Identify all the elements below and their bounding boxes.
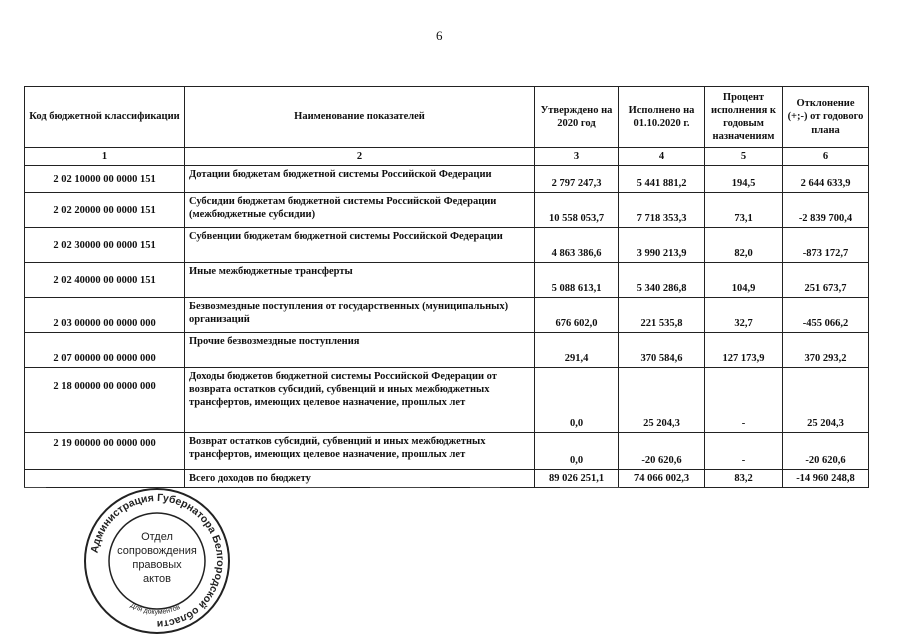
- table-row: [25, 333, 869, 368]
- row-percent: -: [705, 433, 783, 470]
- row-code: 2 03 00000 00 0000 000: [25, 298, 185, 333]
- row-deviation: 251 673,7: [783, 263, 869, 298]
- row-approved: 291,4: [535, 333, 619, 368]
- table-row: [25, 166, 869, 193]
- table-row: [25, 433, 869, 470]
- row-deviation: -20 620,6: [783, 433, 869, 470]
- row-name: Субвенции бюджетам бюджетной системы Российской Федерации: [185, 228, 535, 263]
- table-row: [25, 193, 869, 228]
- total-approved: 89 026 251,1: [535, 470, 619, 488]
- row-executed: 3 990 213,9: [619, 228, 705, 263]
- row-deviation: 25 204,3: [783, 368, 869, 433]
- row-code: 2 19 00000 00 0000 000: [25, 433, 185, 470]
- total-deviation: -14 960 248,8: [783, 470, 869, 488]
- row-approved: 4 863 386,6: [535, 228, 619, 263]
- row-percent: -: [705, 368, 783, 433]
- row-code: 2 02 10000 00 0000 151: [25, 166, 185, 193]
- page-number: 6: [436, 28, 443, 43]
- row-name: Иные межбюджетные трансферты: [185, 263, 535, 298]
- table-row: [25, 368, 869, 433]
- row-executed: -20 620,6: [619, 433, 705, 470]
- column-number: 3: [535, 148, 619, 166]
- row-approved: 0,0: [535, 368, 619, 433]
- row-approved: 0,0: [535, 433, 619, 470]
- header-code: Код бюджетной классификации: [25, 87, 185, 148]
- header-percent: Процент исполнения к годовым назначениям: [705, 87, 783, 148]
- header-approved: Утверждено на 2020 год: [535, 87, 619, 148]
- divider-dash: [300, 487, 340, 488]
- column-number: 5: [705, 148, 783, 166]
- divider-dash: [370, 487, 430, 488]
- row-code: 2 02 40000 00 0000 151: [25, 263, 185, 298]
- table-header-row: [25, 87, 869, 148]
- row-name: Дотации бюджетам бюджетной системы Российской Федерации: [185, 166, 535, 193]
- stamp-ring-text: Администрация Губернатора Белгородской области: [88, 491, 227, 631]
- row-name: Доходы бюджетов бюджетной системы Российской Федерации от возврата остатков субсидий, субвенций и иных межбюджетных трансфертов, имеющих целевое назначение, прошлых лет: [185, 368, 535, 433]
- official-stamp: [82, 486, 232, 636]
- header-deviation: Отклонение (+;-) от годового плана: [783, 87, 869, 148]
- row-approved: 2 797 247,3: [535, 166, 619, 193]
- row-executed: 7 718 353,3: [619, 193, 705, 228]
- column-number: 1: [25, 148, 185, 166]
- row-name: Возврат остатков субсидий, субвенций и иных межбюджетных трансфертов, имеющих целевое назначение, прошлых лет: [185, 433, 535, 470]
- row-percent: 194,5: [705, 166, 783, 193]
- row-approved: 10 558 053,7: [535, 193, 619, 228]
- row-name: Прочие безвозмездные поступления: [185, 333, 535, 368]
- row-code: 2 02 30000 00 0000 151: [25, 228, 185, 263]
- row-percent: 82,0: [705, 228, 783, 263]
- divider-dash: [470, 487, 500, 488]
- budget-table: [24, 86, 869, 488]
- stamp-line: Отдел: [141, 531, 173, 543]
- column-number: 6: [783, 148, 869, 166]
- row-percent: 127 173,9: [705, 333, 783, 368]
- row-deviation: 2 644 633,9: [783, 166, 869, 193]
- stamp-line: сопровождения: [117, 545, 197, 557]
- row-deviation: -2 839 700,4: [783, 193, 869, 228]
- row-deviation: 370 293,2: [783, 333, 869, 368]
- stamp-line: правовых: [132, 559, 182, 571]
- header-executed: Исполнено на 01.10.2020 г.: [619, 87, 705, 148]
- row-code: 2 07 00000 00 0000 000: [25, 333, 185, 368]
- stamp-line: актов: [143, 573, 171, 585]
- table-row: [25, 263, 869, 298]
- total-name: Всего доходов по бюджету: [185, 470, 535, 488]
- row-percent: 73,1: [705, 193, 783, 228]
- row-executed: 5 441 881,2: [619, 166, 705, 193]
- row-approved: 676 602,0: [535, 298, 619, 333]
- total-percent: 83,2: [705, 470, 783, 488]
- row-percent: 104,9: [705, 263, 783, 298]
- row-deviation: -873 172,7: [783, 228, 869, 263]
- row-code: 2 02 20000 00 0000 151: [25, 193, 185, 228]
- total-executed: 74 066 002,3: [619, 470, 705, 488]
- row-code: 2 18 00000 00 0000 000: [25, 368, 185, 433]
- row-executed: 370 584,6: [619, 333, 705, 368]
- divider-dash: [24, 487, 46, 488]
- row-executed: 221 535,8: [619, 298, 705, 333]
- row-deviation: -455 066,2: [783, 298, 869, 333]
- header-name: Наименование показателей: [185, 87, 535, 148]
- row-percent: 32,7: [705, 298, 783, 333]
- column-number: 2: [185, 148, 535, 166]
- table-row: [25, 228, 869, 263]
- row-executed: 5 340 286,8: [619, 263, 705, 298]
- column-number: 4: [619, 148, 705, 166]
- divider-dash: [560, 487, 620, 488]
- table-row: [25, 298, 869, 333]
- row-name: Субсидии бюджетам бюджетной системы Российской Федерации (межбюджетные субсидии): [185, 193, 535, 228]
- row-executed: 25 204,3: [619, 368, 705, 433]
- column-number-row: [25, 148, 869, 166]
- row-approved: 5 088 613,1: [535, 263, 619, 298]
- row-name: Безвозмездные поступления от государственных (муниципальных) организаций: [185, 298, 535, 333]
- stamp-bottom-text: Для документов: [129, 602, 182, 617]
